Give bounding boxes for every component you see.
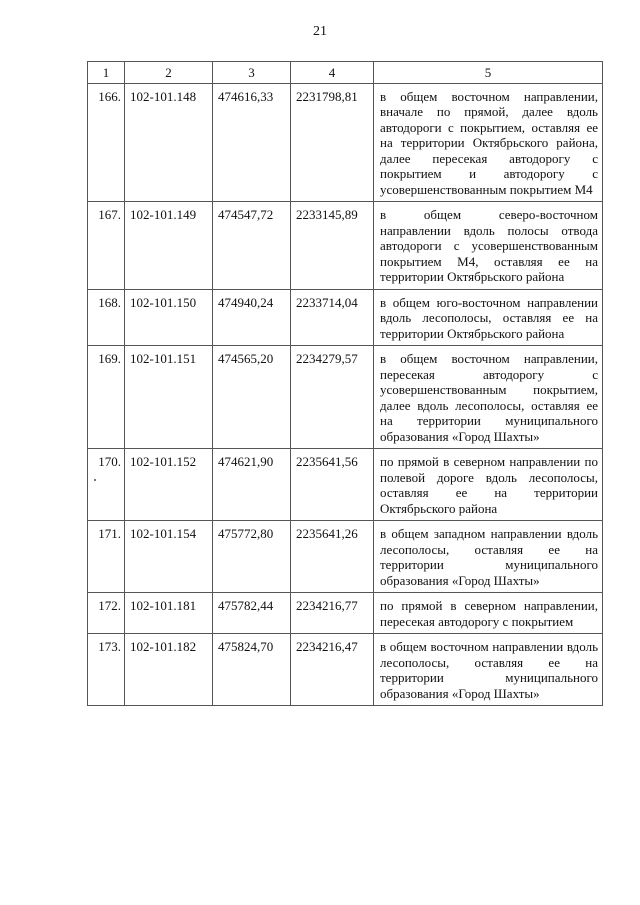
column-header-description: 5 bbox=[374, 62, 603, 84]
point-id: 102-101.151 bbox=[125, 346, 213, 449]
point-id: 102-101.181 bbox=[125, 593, 213, 634]
coordinate-y: 2235641,56 bbox=[291, 449, 374, 521]
row-number: 171. bbox=[88, 521, 125, 593]
row-number: 169. bbox=[88, 346, 125, 449]
point-id: 102-101.152 bbox=[125, 449, 213, 521]
table-row bbox=[88, 449, 603, 521]
boundary-description: в общем северо-восточном направлении вдоль полосы отвода автодороги с усовершенствованным покрытием М4, оставляя ее на территории Октябрьского района bbox=[374, 202, 603, 290]
table-row bbox=[88, 521, 603, 593]
coordinate-y: 2233145,89 bbox=[291, 202, 374, 290]
row-number: 170. bbox=[88, 449, 125, 521]
coordinate-x: 475772,80 bbox=[213, 521, 291, 593]
coordinate-x: 474547,72 bbox=[213, 202, 291, 290]
point-id: 102-101.148 bbox=[125, 83, 213, 202]
row-number: 166. bbox=[88, 83, 125, 202]
column-header-y: 4 bbox=[291, 62, 374, 84]
boundary-description: по прямой в северном направлении по полевой дороге вдоль лесополосы, оставляя ее на территории Октябрьского района bbox=[374, 449, 603, 521]
table-row bbox=[88, 202, 603, 290]
row-number: 167. bbox=[88, 202, 125, 290]
row-number: 172. bbox=[88, 593, 125, 634]
boundary-description: в общем юго-восточном направлении вдоль лесополосы, оставляя ее на территории Октябрьского района bbox=[374, 289, 603, 346]
coordinate-y: 2234216,77 bbox=[291, 593, 374, 634]
table-row bbox=[88, 346, 603, 449]
point-id: 102-101.149 bbox=[125, 202, 213, 290]
coordinate-x: 475782,44 bbox=[213, 593, 291, 634]
point-id: 102-101.182 bbox=[125, 634, 213, 706]
boundary-points-table bbox=[87, 61, 603, 706]
coordinate-y: 2231798,81 bbox=[291, 83, 374, 202]
boundary-description: в общем восточном направлении, пересекая автодорогу с усовершенствованным покрытием, далее вдоль лесополосы, оставляя ее на территории муниципального образования «Город Шахты» bbox=[374, 346, 603, 449]
coordinate-x: 474940,24 bbox=[213, 289, 291, 346]
coordinate-y: 2234216,47 bbox=[291, 634, 374, 706]
table-row bbox=[88, 289, 603, 346]
point-id: 102-101.150 bbox=[125, 289, 213, 346]
coordinate-x: 474616,33 bbox=[213, 83, 291, 202]
column-header-number: 1 bbox=[88, 62, 125, 84]
coordinate-y: 2234279,57 bbox=[291, 346, 374, 449]
column-header-x: 3 bbox=[213, 62, 291, 84]
column-header-point-id: 2 bbox=[125, 62, 213, 84]
coordinate-x: 475824,70 bbox=[213, 634, 291, 706]
table-header-row bbox=[88, 62, 603, 84]
boundary-description: в общем восточном направлении вдоль лесополосы, оставляя ее на территории муниципального образования «Город Шахты» bbox=[374, 634, 603, 706]
coordinate-y: 2233714,04 bbox=[291, 289, 374, 346]
table-row bbox=[88, 83, 603, 202]
boundary-description: в общем западном направлении вдоль лесополосы, оставляя ее на территории муниципального образования «Город Шахты» bbox=[374, 521, 603, 593]
boundary-description: по прямой в северном направлении, пересекая автодорогу с покрытием bbox=[374, 593, 603, 634]
table-row bbox=[88, 593, 603, 634]
row-number: 168. bbox=[88, 289, 125, 346]
coordinate-x: 474621,90 bbox=[213, 449, 291, 521]
coordinate-x: 474565,20 bbox=[213, 346, 291, 449]
point-id: 102-101.154 bbox=[125, 521, 213, 593]
table-row bbox=[88, 634, 603, 706]
row-number: 173. bbox=[88, 634, 125, 706]
boundary-description: в общем восточном направлении, вначале по прямой, далее вдоль автодороги с покрытием, оставляя ее на территории Октябрьского района, далее пересекая автодорогу с покрытием и автодорогу с усовершенствованным покрытием М4 bbox=[374, 83, 603, 202]
page-number: 21 bbox=[313, 24, 327, 39]
coordinate-y: 2235641,26 bbox=[291, 521, 374, 593]
